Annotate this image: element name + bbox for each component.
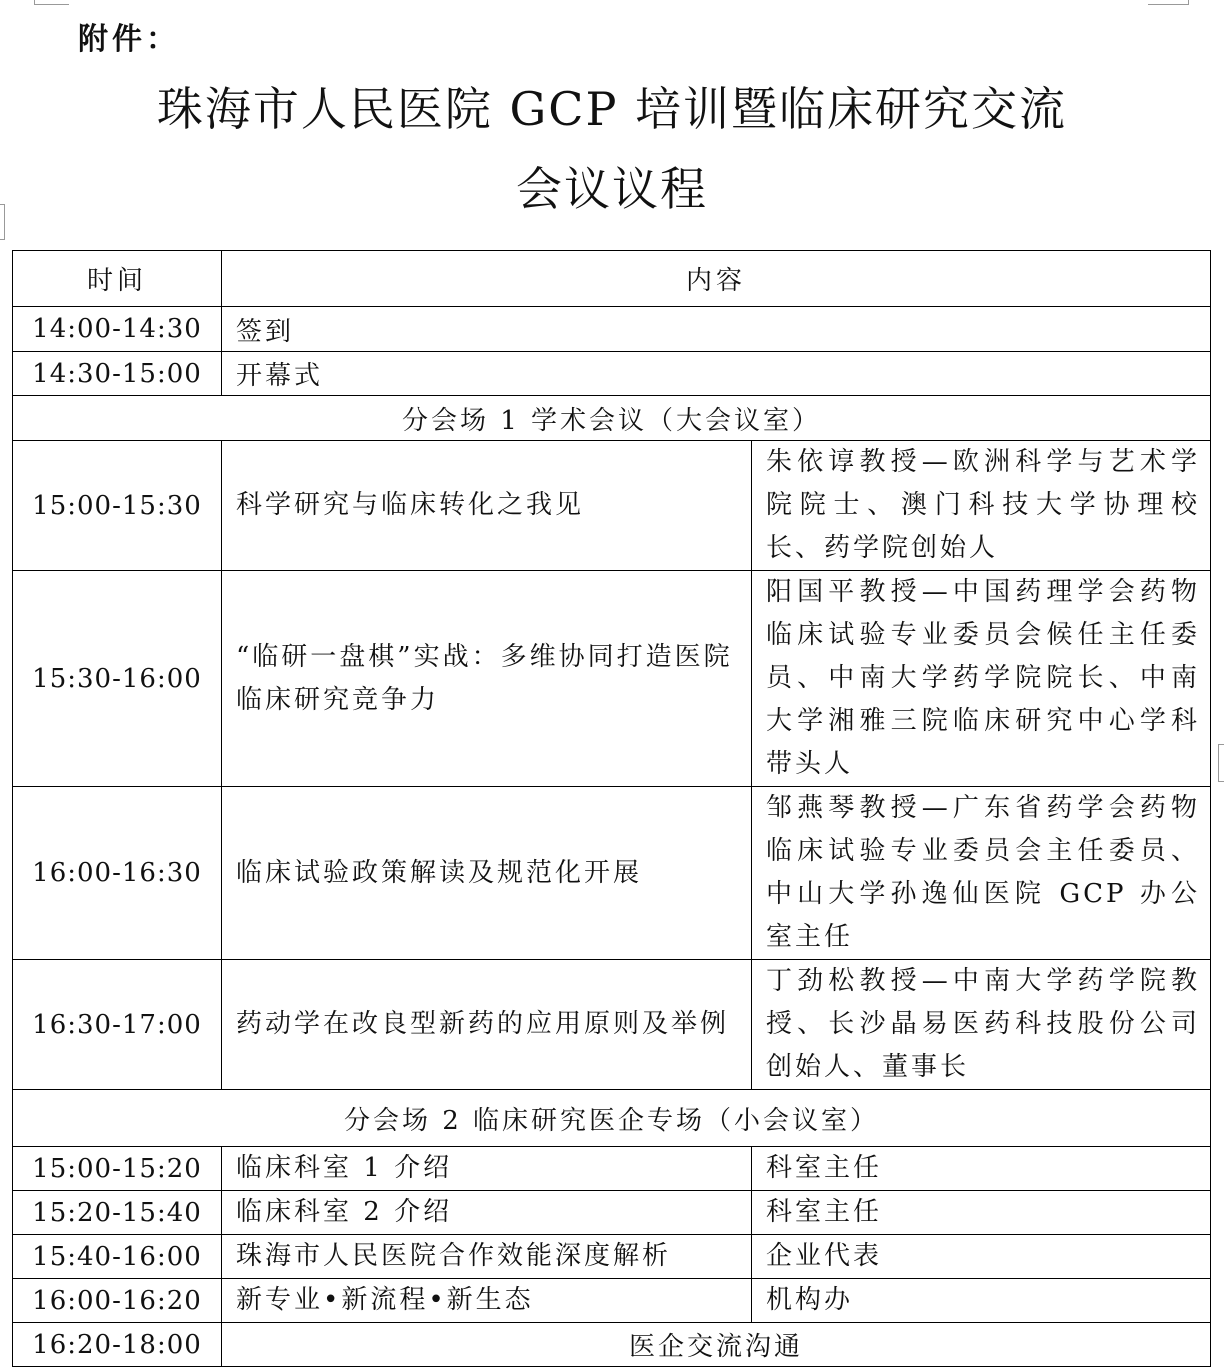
time-cell: 15:00-15:30 [13,441,222,571]
session2-title: 分会场 2 临床研究医企专场（小会议室） [13,1090,1211,1147]
table-row [13,571,1211,787]
table-row [13,1191,1211,1235]
table-row [13,960,1211,1090]
table-row [13,307,1211,352]
table-row [13,1235,1211,1279]
time-cell: 16:00-16:30 [13,787,222,960]
section-row [13,396,1211,441]
document-subtitle: 会议议程 [516,162,708,216]
speaker-cell: 阳国平教授—中国药理学会药物临床试验专业委员会候任主任委员、中南大学药学院院长、中南大学湘雅三院临床研究中心学科带头人 [752,571,1211,787]
table-row [13,1147,1211,1191]
time-cell: 16:00-16:20 [13,1279,222,1323]
table-header-row [13,251,1211,307]
document-title: 珠海市人民医院 GCP 培训暨临床研究交流 [156,82,1068,136]
session1-title: 分会场 1 学术会议（大会议室） [13,396,1211,441]
table-row [13,1279,1211,1323]
table-row [13,1323,1211,1367]
header-time: 时间 [13,251,222,307]
speaker-cell: 丁劲松教授—中南大学药学院教授、长沙晶易医药科技股份公司创始人、董事长 [752,960,1211,1090]
time-cell: 16:20-18:00 [13,1323,222,1367]
time-cell: 14:30-15:00 [13,352,222,396]
time-cell: 14:00-14:30 [13,307,222,352]
speaker-cell: 朱依谆教授—欧洲科学与艺术学院院士、澳门科技大学协理校长、药学院创始人 [752,441,1211,571]
topic-cell: 药动学在改良型新药的应用原则及举例 [222,960,752,1090]
topic-cell: 临床试验政策解读及规范化开展 [222,787,752,960]
agenda-table [12,250,1211,1367]
header-content: 内容 [222,251,1211,307]
content-cell: 医企交流沟通 [222,1323,1211,1367]
topic-cell: “临研一盘棋”实战：多维协同打造医院临床研究竞争力 [222,571,752,787]
crop-mark-right [1218,744,1224,782]
content-cell: 签到 [222,307,1211,352]
speaker-cell: 邹燕琴教授—广东省药学会药物临床试验专业委员会主任委员、中山大学孙逸仙医院 GCP 办公室主任 [752,787,1211,960]
attachment-label: 附件： [78,22,180,57]
topic-cell: 科学研究与临床转化之我见 [222,441,752,571]
section-row [13,1090,1211,1147]
speaker-cell: 企业代表 [752,1235,1211,1279]
content-cell: 开幕式 [222,352,1211,396]
time-cell: 15:30-16:00 [13,571,222,787]
time-cell: 15:00-15:20 [13,1147,222,1191]
topic-cell: 珠海市人民医院合作效能深度解析 [222,1235,752,1279]
crop-mark-top-left [34,0,69,5]
topic-cell: 临床科室 1 介绍 [222,1147,752,1191]
speaker-cell: 科室主任 [752,1191,1211,1235]
table-row [13,352,1211,396]
speaker-cell: 科室主任 [752,1147,1211,1191]
time-cell: 15:20-15:40 [13,1191,222,1235]
table-row [13,787,1211,960]
crop-mark-top-right [1148,0,1189,5]
speaker-cell: 机构办 [752,1279,1211,1323]
time-cell: 16:30-17:00 [13,960,222,1090]
table-row [13,441,1211,571]
topic-cell: 新专业•新流程•新生态 [222,1279,752,1323]
time-cell: 15:40-16:00 [13,1235,222,1279]
topic-cell: 临床科室 2 介绍 [222,1191,752,1235]
